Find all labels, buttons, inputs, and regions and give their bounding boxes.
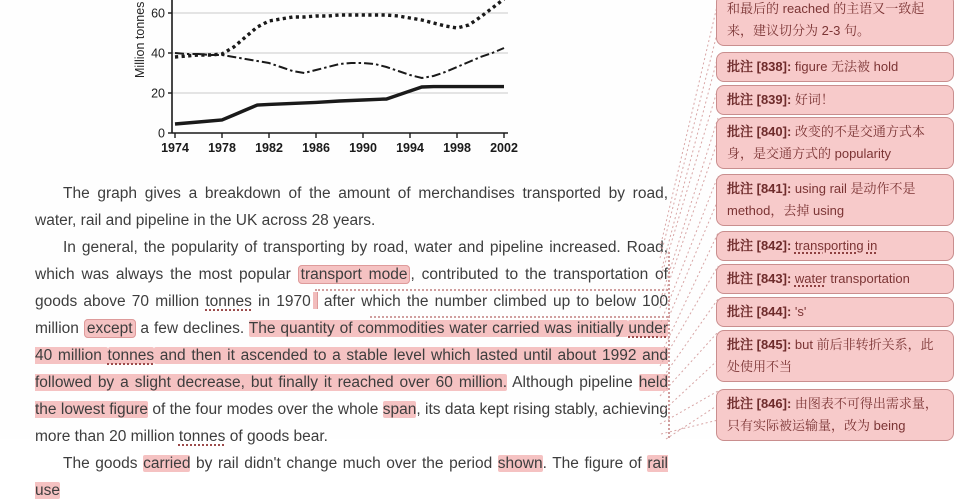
- comment-text: [791, 238, 877, 253]
- comment-box-843[interactable]: [716, 264, 954, 294]
- essay-marked-span: span: [382, 401, 417, 418]
- essay-text-span: , its data kept rising stably, achieving more than 20 million: [35, 401, 668, 445]
- essay-text-span: 改变的不是交通方式本身，是交通方式的 popularity: [727, 124, 925, 161]
- comment-label: 批注 [842]:: [727, 238, 792, 253]
- series-rail: [175, 48, 504, 78]
- essay-marked-span: transport mode: [298, 265, 411, 284]
- comment-sidebar: [716, 0, 960, 439]
- essay-marked-span: transporting in: [794, 238, 878, 253]
- svg-text:1998: 1998: [443, 141, 471, 155]
- series-pipeline: [175, 87, 504, 124]
- essay-marked-span: water: [794, 271, 827, 286]
- essay-text-span: In general, the popularity of transporting by road, water and pipeline increased. Road, which was always the most popular: [35, 239, 668, 283]
- essay-text-span: transportation: [826, 271, 910, 286]
- comment-box-partial[interactable]: [716, 0, 954, 46]
- essay-marked-span: held the lowest figure: [35, 374, 668, 418]
- essay-marked-span: carried: [143, 455, 191, 472]
- essay-marked-span: and then it ascended to a stable level which lasted until about 1992 and followed by a slight decrease, but finally it reached over 60 million.: [35, 347, 669, 391]
- essay-marked-span: rail use: [35, 455, 668, 499]
- svg-text:Million tonnes: Million tonnes: [133, 1, 147, 78]
- comment-range-line: [370, 316, 668, 318]
- comment-box-846[interactable]: [716, 389, 954, 441]
- essay-text-span: but 前后非转折关系，此处使用不当: [727, 337, 934, 374]
- comment-box-842[interactable]: [716, 231, 954, 261]
- svg-text:40: 40: [151, 46, 165, 61]
- comment-box-841[interactable]: [716, 174, 954, 226]
- essay-text-span: in 1970: [251, 293, 311, 310]
- essay-marked-span: under: [628, 320, 669, 337]
- essay-text-span: using rail 是动作不是 method，去掉 using: [727, 181, 916, 218]
- leader-lines: [660, 0, 718, 439]
- svg-text:0: 0: [158, 126, 165, 141]
- comment-text: [791, 271, 910, 286]
- comment-box-844[interactable]: [716, 297, 954, 327]
- chart-canvas: [130, 0, 570, 164]
- svg-text:1978: 1978: [208, 141, 236, 155]
- essay-text-span: figure 无法被 hold: [791, 59, 899, 74]
- comment-label: 批注 [843]:: [727, 271, 792, 286]
- essay-marked-span: tonnes: [107, 347, 155, 364]
- essay-body: [35, 180, 668, 504]
- essay-text-span: Although pipeline: [507, 374, 639, 391]
- svg-text:1982: 1982: [255, 141, 283, 155]
- essay-marked-span: The quantity of commodities water carried was initially: [248, 320, 629, 337]
- essay-text-span: . The figure of: [542, 455, 648, 472]
- comment-box-839[interactable]: [716, 85, 954, 115]
- essay-text-span: by rail didn't change much over the period: [190, 455, 498, 472]
- essay-marked-span: tonnes: [205, 293, 252, 310]
- comment-label: 批注 [846]:: [727, 396, 792, 411]
- comment-label: 批注 [840]:: [727, 124, 792, 139]
- comment-label: 批注 [844]:: [727, 304, 792, 319]
- comment-label: 批注 [838]:: [727, 59, 792, 74]
- svg-text:2002: 2002: [490, 141, 518, 155]
- comment-box-845[interactable]: [716, 330, 954, 382]
- essay-text-span: The goods: [63, 455, 144, 472]
- essay-text-span: of the four modes over the whole: [147, 401, 383, 418]
- comment-text: [727, 1, 924, 38]
- svg-text:1994: 1994: [396, 141, 424, 155]
- transport-line-chart: [130, 0, 570, 164]
- essay-paragraph-2: [35, 234, 668, 450]
- essay-text-span: after which the number climbed up to below 100 million: [35, 293, 668, 337]
- comment-range-line: [315, 289, 668, 291]
- comment-label: 批注 [841]:: [727, 181, 792, 196]
- comment-box-840[interactable]: [716, 117, 954, 169]
- svg-text:60: 60: [151, 6, 165, 21]
- essay-marked-span: except: [84, 319, 136, 338]
- essay-text-span: The graph gives a breakdown of the amount of merchandises transported by road, water, rail and pipeline in the UK across 28 years.: [35, 185, 668, 229]
- comment-text: [791, 59, 898, 74]
- essay-text-span: , contributed to the transportation of goods above 70 million: [35, 266, 668, 310]
- essay-text-span: 's': [791, 304, 807, 319]
- comment-text: [791, 304, 806, 319]
- svg-text:1986: 1986: [302, 141, 330, 155]
- svg-text:1974: 1974: [161, 141, 189, 155]
- essay-text-span: 好词！: [791, 92, 834, 107]
- essay-marked-span: shown: [497, 455, 543, 472]
- series-water: [175, 0, 504, 57]
- essay-text-span: 由图表不可得出需求量，只有实际被运输量，改为 being: [727, 396, 938, 433]
- svg-text:20: 20: [151, 86, 165, 101]
- essay-text-span: of goods bear.: [225, 428, 328, 445]
- comment-label: 批注 [839]:: [727, 92, 792, 107]
- essay-marked-span: 40 million: [35, 347, 108, 364]
- comment-text: [791, 92, 834, 107]
- comment-leader-gutter: [660, 0, 718, 439]
- comment-box-838[interactable]: [716, 52, 954, 82]
- essay-paragraph-1: [35, 180, 668, 234]
- comment-label: 批注 [845]:: [727, 337, 792, 352]
- svg-text:1990: 1990: [349, 141, 377, 155]
- essay-text-span: 和最后的 reached 的主语又一致起来，建议切分为 2-3 句。: [727, 1, 925, 38]
- essay-paragraph-3: [35, 450, 668, 504]
- essay-text-span: a few declines.: [135, 320, 249, 337]
- essay-marked-span: tonnes: [178, 428, 226, 445]
